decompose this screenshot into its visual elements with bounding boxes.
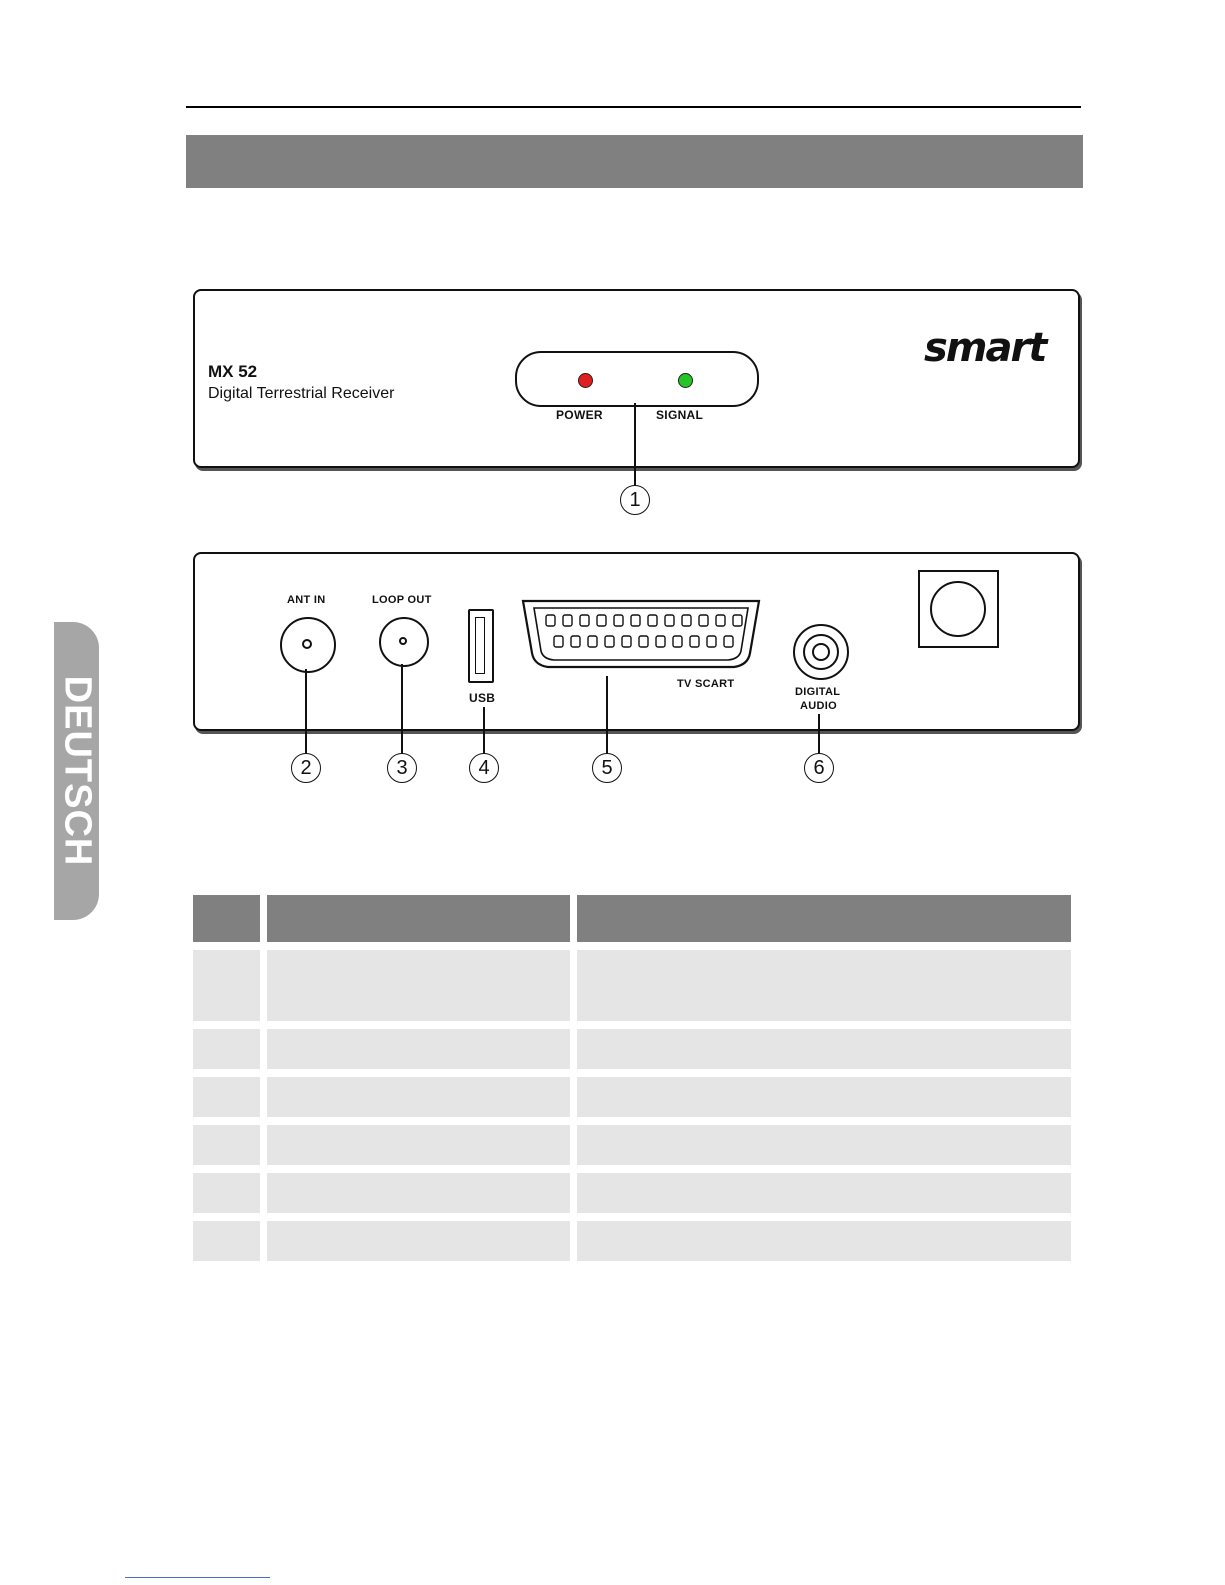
table-cell (267, 1029, 570, 1069)
usb-label: USB (469, 691, 496, 705)
ant-in-port-icon (280, 617, 336, 673)
callout-1: 1 (620, 485, 650, 515)
table-cell (193, 1077, 260, 1117)
power-socket-icon (918, 570, 999, 648)
callout-3: 3 (387, 753, 417, 783)
table-cell (193, 1173, 260, 1213)
tv-scart-port-icon (520, 599, 762, 673)
language-side-tab (54, 622, 99, 920)
callout-4: 4 (469, 753, 499, 783)
table-cell (193, 1029, 260, 1069)
table-cell (577, 950, 1071, 1021)
table-cell (267, 1173, 570, 1213)
table-header-cell (193, 895, 260, 942)
callout-leader-1 (634, 403, 636, 487)
digital-audio-port-icon (793, 624, 849, 680)
model-name: MX 52 (208, 362, 258, 381)
callout-leader-6 (818, 714, 820, 754)
callout-6: 6 (804, 753, 834, 783)
callout-5: 5 (592, 753, 622, 783)
callout-leader-2 (305, 669, 307, 754)
table-cell (577, 1173, 1071, 1213)
top-rule (186, 106, 1081, 108)
callout-leader-3 (401, 664, 403, 754)
section-header-bar (186, 135, 1083, 188)
footer-link-underline (125, 1577, 270, 1578)
table-cell (193, 1125, 260, 1165)
led-bezel (515, 351, 759, 407)
signal-led-icon (678, 373, 693, 388)
loop-out-label: LOOP OUT (372, 594, 432, 606)
digital-audio-label-2: AUDIO (800, 700, 837, 712)
tv-scart-label: TV SCART (677, 678, 735, 690)
ant-in-label: ANT IN (287, 594, 326, 606)
usb-port-icon (468, 609, 494, 683)
callout-2: 2 (291, 753, 321, 783)
table-cell (267, 1221, 570, 1261)
table-cell (267, 1077, 570, 1117)
table-cell (193, 1221, 260, 1261)
power-label: POWER (556, 408, 603, 422)
table-cell (577, 1125, 1071, 1165)
table-cell (267, 950, 570, 1021)
table-header-cell (267, 895, 570, 942)
callout-leader-4 (483, 707, 485, 754)
side-tab-label: DEUTSCH (56, 675, 98, 867)
table-cell (577, 1077, 1071, 1117)
table-cell (577, 1221, 1071, 1261)
table-cell (577, 1029, 1071, 1069)
loop-out-port-icon (379, 617, 429, 667)
table-cell (193, 950, 260, 1021)
signal-label: SIGNAL (656, 408, 704, 422)
model-subtitle: Digital Terrestrial Receiver (208, 385, 395, 402)
power-led-icon (578, 373, 593, 388)
callout-leader-5 (606, 676, 608, 754)
brand-logo: smart (924, 325, 1046, 371)
digital-audio-label-1: DIGITAL (795, 686, 841, 698)
table-cell (267, 1125, 570, 1165)
table-header-cell (577, 895, 1071, 942)
